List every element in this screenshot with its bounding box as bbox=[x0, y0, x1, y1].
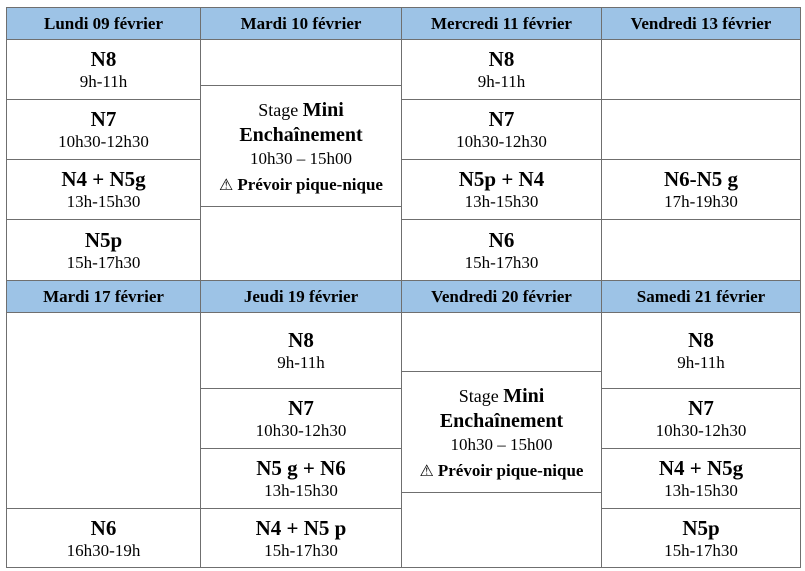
session-time: 17h-19h30 bbox=[664, 192, 738, 211]
group-code: N4 + N5g bbox=[658, 456, 744, 480]
stage-title-line1 bbox=[258, 97, 344, 123]
empty-cell bbox=[200, 206, 402, 281]
session-time: 10h30-12h30 bbox=[58, 132, 149, 151]
session-time: 9h-11h bbox=[277, 353, 325, 372]
empty-cell bbox=[601, 219, 801, 281]
stage-name-line2: Enchaînement bbox=[439, 410, 564, 432]
session-cell bbox=[200, 312, 402, 389]
day-header: Mardi 17 février bbox=[6, 280, 201, 313]
session-cell bbox=[401, 99, 602, 160]
group-code: N5p + N4 bbox=[458, 167, 545, 191]
session-cell bbox=[6, 99, 201, 160]
empty-cell bbox=[601, 39, 801, 100]
stage-warning bbox=[219, 175, 383, 195]
session-cell bbox=[200, 388, 402, 449]
group-code: N5 g + N6 bbox=[256, 456, 346, 480]
day-header: Vendredi 13 février bbox=[601, 7, 801, 40]
warning-text: Prévoir pique-nique bbox=[237, 175, 383, 194]
group-code: N7 bbox=[90, 107, 117, 131]
session-time: 15h-17h30 bbox=[264, 540, 338, 560]
session-time: 15h-17h30 bbox=[464, 252, 539, 272]
empty-cell bbox=[6, 312, 201, 509]
stage-title-line1 bbox=[459, 383, 545, 409]
session-time: 13h-15h30 bbox=[66, 192, 141, 211]
group-code: N6-N5 g bbox=[663, 167, 739, 191]
warning-icon: ⚠ bbox=[219, 175, 234, 194]
session-cell bbox=[601, 448, 801, 509]
session-cell bbox=[401, 159, 602, 220]
group-code: N4 + N5 p bbox=[255, 515, 347, 540]
session-cell bbox=[601, 312, 801, 389]
empty-cell bbox=[401, 312, 602, 372]
stage-name: Mini bbox=[302, 99, 344, 121]
stage-time: 10h30 – 15h00 bbox=[250, 149, 352, 168]
session-time: 13h-15h30 bbox=[664, 481, 738, 500]
stage-warning bbox=[420, 461, 584, 481]
group-code: N8 bbox=[288, 328, 314, 352]
session-time: 9h-11h bbox=[677, 353, 725, 372]
session-cell bbox=[200, 448, 402, 509]
session-time: 10h30-12h30 bbox=[456, 132, 547, 151]
session-time: 13h-15h30 bbox=[264, 481, 338, 500]
group-code: N8 bbox=[488, 47, 515, 71]
session-cell bbox=[200, 508, 402, 568]
session-cell bbox=[601, 388, 801, 449]
stage-prefix: Stage bbox=[458, 386, 499, 406]
group-code: N5p bbox=[84, 227, 123, 252]
group-code: N8 bbox=[688, 328, 714, 352]
stage-name: Mini bbox=[503, 385, 545, 407]
day-header: Lundi 09 février bbox=[6, 7, 201, 40]
day-header: Vendredi 20 février bbox=[401, 280, 602, 313]
group-code: N7 bbox=[688, 396, 714, 420]
stage-name-line2: Enchaînement bbox=[239, 124, 363, 146]
session-time: 16h30-19h bbox=[66, 540, 141, 560]
session-time: 10h30-12h30 bbox=[655, 421, 747, 440]
stage-cell bbox=[200, 85, 402, 207]
group-code: N7 bbox=[288, 396, 314, 420]
stage-prefix: Stage bbox=[258, 100, 299, 120]
warning-icon: ⚠ bbox=[419, 461, 434, 480]
empty-cell bbox=[200, 39, 402, 86]
session-cell bbox=[6, 219, 201, 281]
group-code: N5p bbox=[682, 515, 720, 540]
group-code: N6 bbox=[90, 515, 117, 540]
day-header: Jeudi 19 février bbox=[200, 280, 402, 313]
warning-text: Prévoir pique-nique bbox=[437, 461, 584, 480]
group-code: N4 + N5g bbox=[61, 167, 146, 191]
session-cell bbox=[401, 219, 602, 281]
session-time: 13h-15h30 bbox=[464, 192, 539, 211]
group-code: N8 bbox=[90, 47, 117, 71]
session-cell bbox=[601, 508, 801, 568]
session-time: 15h-17h30 bbox=[66, 252, 141, 272]
session-cell bbox=[6, 159, 201, 220]
group-code: N7 bbox=[488, 107, 515, 131]
session-cell bbox=[401, 39, 602, 100]
day-header: Mardi 10 février bbox=[200, 7, 402, 40]
day-header: Mercredi 11 février bbox=[401, 7, 602, 40]
empty-cell bbox=[401, 492, 602, 568]
session-cell bbox=[6, 39, 201, 100]
schedule-table bbox=[6, 7, 801, 568]
session-cell bbox=[6, 508, 201, 568]
session-cell bbox=[601, 159, 801, 220]
stage-cell bbox=[401, 371, 602, 493]
empty-cell bbox=[601, 99, 801, 160]
day-header: Samedi 21 février bbox=[601, 280, 801, 313]
session-time: 9h-11h bbox=[79, 72, 128, 91]
session-time: 10h30-12h30 bbox=[255, 421, 347, 440]
session-time: 9h-11h bbox=[477, 72, 526, 91]
group-code: N6 bbox=[488, 227, 515, 252]
session-time: 15h-17h30 bbox=[664, 540, 738, 560]
stage-time: 10h30 – 15h00 bbox=[450, 435, 553, 454]
